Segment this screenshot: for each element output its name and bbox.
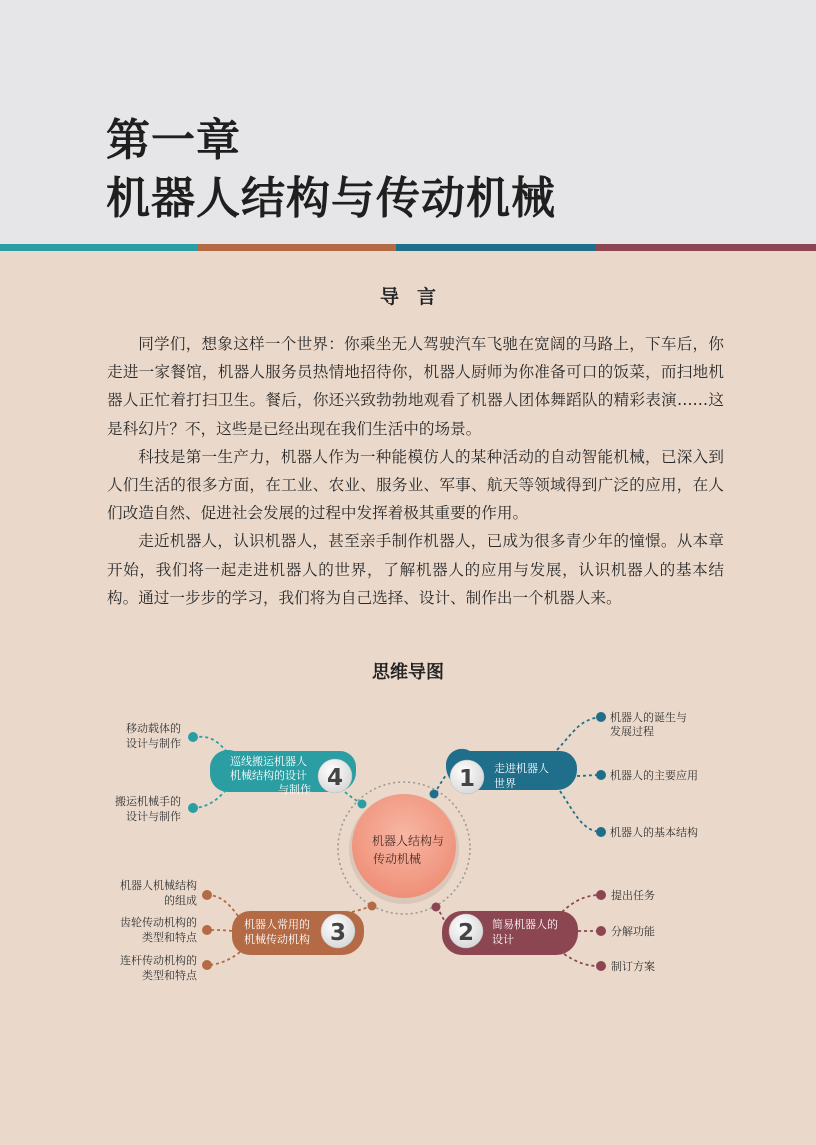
leaf-dot [596, 827, 606, 837]
branch-label-2: 设计 [492, 933, 514, 946]
leaf-label: 齿轮传动机构的 [120, 916, 197, 929]
stripe-1 [0, 244, 198, 251]
leaf-dot [202, 890, 212, 900]
leaf-label: 机器人机械结构 [120, 879, 197, 892]
leaf-dot [188, 803, 198, 813]
leaf-dot [596, 770, 606, 780]
branch-number-3: 3 [329, 920, 347, 946]
connector [557, 717, 600, 750]
stripe-3 [396, 244, 596, 251]
leaf-label: 连杆传动机构的 [120, 954, 197, 967]
leaf-label: 制订方案 [611, 960, 655, 973]
leaf-dot [596, 926, 606, 936]
intro-paragraph: 同学们，想象这样一个世界：你乘坐无人驾驶汽车飞驰在宽阔的马路上，下车后，你走进一家餐馆，机器人服务员热情地招待你，机器人厨师为你准备可口的饭菜，而扫地机器人正忙着打扫卫生。餐后，你还兴致勃勃地观看了机器人团体舞蹈队的精彩表演……这是科幻片？不，这些是已经出现在我们生活中的场景。 [107, 335, 724, 438]
branch-number-1: 1 [458, 766, 476, 792]
center-label: 机器人结构与 [371, 834, 445, 848]
intro-paragraph: 科技是第一生产力，机器人作为一种能模仿人的某种活动的自动智能机械，已深入到人们生活的很多方面，在工业、农业、服务业、军事、航天等领域得到广泛的应用，在人们改造自然、促进社会发展的过程中发挥着极其重要的作用。 [107, 447, 724, 523]
intro-body [107, 330, 724, 612]
branch-label-4: 与制作 [278, 783, 311, 796]
branch-label-4: 机械结构的设计 [230, 769, 307, 782]
leaf-label: 机器人的基本结构 [610, 826, 698, 839]
leaf-dot [596, 712, 606, 722]
leaf-label: 搬运机械手的 [115, 795, 181, 808]
leaf-label: 机器人的诞生与 [610, 711, 687, 724]
chapter-number: 第一章 [106, 115, 241, 166]
leaf-dot [596, 890, 606, 900]
branch-label-1: 世界 [494, 777, 516, 790]
branch-number-2: 2 [457, 920, 475, 946]
center-label: 传动机械 [372, 852, 422, 866]
leaf-label: 机器人的主要应用 [610, 769, 698, 782]
leaf-dot [596, 961, 606, 971]
leaf-dot [188, 732, 198, 742]
leaf-dot [202, 925, 212, 935]
connector [209, 895, 238, 916]
stripe-4 [596, 244, 816, 251]
branch-label-3: 机器人常用的 [244, 918, 310, 931]
leaf-label: 发展过程 [610, 725, 654, 738]
leaf-label: 设计与制作 [126, 810, 181, 823]
intro-heading: 导言 [379, 286, 454, 308]
branch-number-4: 4 [326, 765, 344, 791]
leaf-label: 类型和特点 [142, 931, 197, 944]
connector [562, 895, 598, 912]
leaf-label: 分解功能 [611, 925, 655, 938]
connector [564, 954, 598, 966]
chapter-name: 机器人结构与传动机械 [106, 173, 556, 224]
connector [196, 790, 226, 808]
leaf-label: 类型和特点 [142, 969, 197, 982]
chapter-header [0, 0, 816, 244]
branch-label-2: 简易机器人的 [492, 918, 558, 931]
connector [196, 737, 227, 752]
leaf-label: 移动载体的 [126, 722, 181, 735]
mindmap-title: 思维导图 [372, 662, 444, 683]
mindmap-diagram [0, 690, 816, 1000]
leaf-dot [202, 960, 212, 970]
branch-label-1: 走进机器人 [494, 762, 549, 775]
chapter-title [106, 112, 556, 228]
leaf-label: 提出任务 [611, 889, 655, 902]
leaf-label: 的组成 [164, 894, 197, 907]
connector [209, 930, 232, 931]
stripe-2 [198, 244, 396, 251]
branch-label-3: 机械传动机构 [244, 933, 310, 946]
intro-paragraph: 走近机器人，认识机器人，甚至亲手制作机器人，已成为很多青少年的憧憬。从本章开始，我们将一起走进机器人的世界，了解机器人的应用与发展，认识机器人的基本结构。通过一步步的学习，我们将为自己选择、设计、制作出一个机器人来。 [107, 532, 724, 607]
branch-label-4: 巡线搬运机器人 [230, 755, 307, 768]
leaf-label: 设计与制作 [126, 737, 181, 750]
connector [560, 791, 600, 832]
connector [209, 952, 240, 965]
